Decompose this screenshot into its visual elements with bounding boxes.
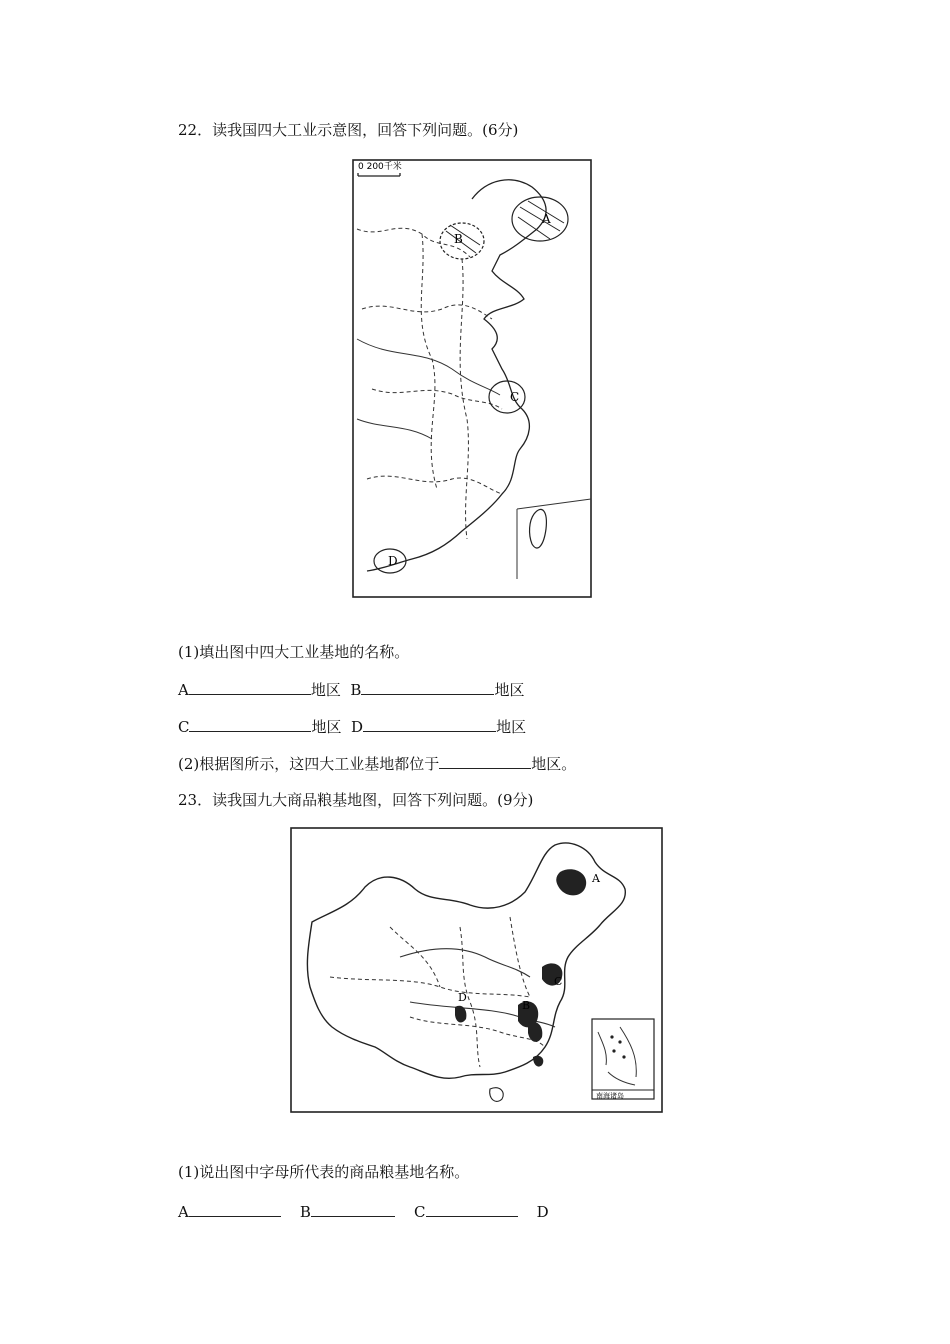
q22-row-cd: [178, 717, 526, 736]
map-label-d: D: [388, 554, 398, 568]
blank-region[interactable]: [439, 754, 531, 769]
grain-bases-map: [290, 827, 664, 1114]
grain-label-d: D: [458, 991, 467, 1004]
row-c-prefix: C: [178, 718, 190, 736]
industrial-bases-map: [352, 159, 592, 599]
sub2-suffix: 地区。: [531, 755, 577, 773]
grain-label-c: C: [554, 975, 563, 988]
grain-blank-b[interactable]: [311, 1202, 395, 1217]
blank-b[interactable]: [361, 680, 494, 695]
row-a-suffix: 地区: [310, 681, 341, 699]
blank-c[interactable]: [189, 717, 311, 732]
row-a-prefix: A: [178, 681, 189, 699]
grain-label-b: B: [522, 999, 531, 1012]
q23-blanks-row: [178, 1202, 549, 1221]
row-b-suffix: 地区: [494, 681, 525, 699]
map-label-c: C: [510, 390, 520, 404]
grain-blank-a-prefix: A: [178, 1203, 189, 1221]
grain-blank-b-prefix: B: [299, 1203, 311, 1221]
inset-label: 南海诸岛: [596, 1092, 624, 1100]
grain-blank-a[interactable]: [189, 1202, 281, 1217]
sub2-prefix: (2)根据图所示，这四大工业基地都位于: [178, 755, 440, 773]
row-b-prefix: B: [350, 681, 362, 699]
q22-row-ab: [178, 680, 524, 699]
q22-sub2: [178, 754, 576, 773]
q22-sub1: (1)填出图中四大工业基地的名称。: [178, 643, 410, 661]
grain-label-a: A: [592, 872, 600, 885]
q23-sub1: (1)说出图中字母所代表的商品粮基地名称。: [178, 1163, 470, 1181]
map-scale-label: 0 200千米: [358, 162, 402, 172]
map-label-b: B: [454, 232, 463, 246]
blank-a[interactable]: [189, 680, 311, 695]
row-c-suffix: 地区: [311, 718, 342, 736]
grain-blank-c-prefix: C: [414, 1203, 426, 1221]
row-d-prefix: D: [351, 718, 364, 736]
map-label-a: A: [542, 212, 551, 226]
blank-d[interactable]: [363, 717, 496, 732]
question-22-title: 22．读我国四大工业示意图，回答下列问题。(6分): [178, 121, 519, 139]
grain-blank-c[interactable]: [426, 1202, 518, 1217]
row-d-suffix: 地区: [496, 718, 527, 736]
grain-blank-d-prefix: D: [536, 1203, 549, 1221]
question-23-title: 23．读我国九大商品粮基地图，回答下列问题。(9分): [178, 791, 534, 809]
